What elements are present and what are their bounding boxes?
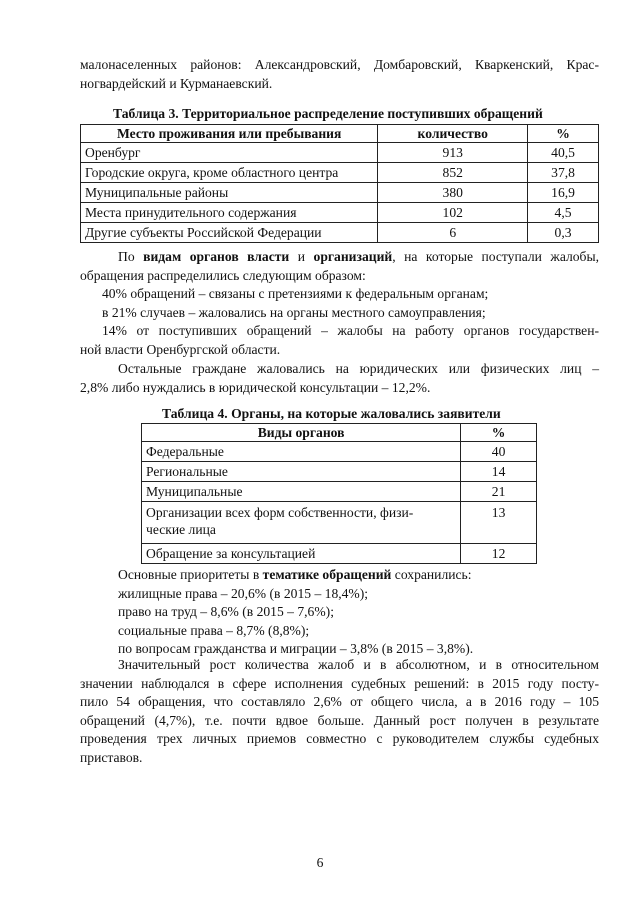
growth-line-4: обращений (4,7%), т.е. почти вдвое больше. Данный рост получен в результате	[80, 712, 599, 728]
table3-cell-percent: 16,9	[528, 183, 599, 203]
intro-line-1: малонаселенных районов: Александровский, Домбаровский, Кваркенский, Крас-	[80, 57, 599, 72]
organs-list	[80, 285, 599, 359]
table4-cell-organ: Обращение за консультацией	[142, 544, 461, 564]
organs-list-item-3-cont: ной власти Оренбургской области.	[80, 341, 281, 357]
growth-paragraph	[80, 656, 599, 767]
table3-cell-place: Места принудительного содержания	[81, 203, 378, 223]
table3-cell-count: 913	[378, 143, 528, 163]
growth-line-3: пило 54 обращения, что составляло 2,6% от общего числа, а в 2016 году – 105	[80, 694, 599, 709]
table-row	[142, 502, 537, 544]
table3-header-count: количество	[378, 125, 528, 143]
table4-cell-organ-line-1: Организации всех форм собственности, физи-	[146, 505, 414, 520]
table4-cell-percent: 13	[461, 502, 537, 544]
priorities-intro	[80, 566, 599, 585]
priorities-text-post: сохранились:	[391, 567, 472, 582]
table4	[141, 423, 537, 564]
organs-bold-2: организаций	[313, 249, 393, 264]
table3-cell-count: 102	[378, 203, 528, 223]
others-line-1: Остальные граждане жаловались на юридических или физических лиц –	[118, 361, 599, 376]
table4-cell-organ: Муниципальные	[142, 482, 461, 502]
table3-cell-place: Оренбург	[81, 143, 378, 163]
table-row	[142, 482, 537, 502]
organs-list-item-3: 14% от поступивших обращений – жалобы на работу органов государствен-	[102, 323, 599, 338]
table3-cell-percent: 40,5	[528, 143, 599, 163]
table3-cell-count: 852	[378, 163, 528, 183]
table4-cell-organ	[142, 502, 461, 544]
organs-bold-1: видам органов власти	[143, 249, 290, 264]
table4-cell-organ: Региональные	[142, 462, 461, 482]
table3-cell-percent: 37,8	[528, 163, 599, 183]
organs-list-item-1: 40% обращений – связаны с претензиями к федеральным органам;	[102, 286, 489, 301]
table4-cell-organ: Федеральные	[142, 442, 461, 462]
table-row	[81, 183, 599, 203]
organs-line-1	[80, 248, 599, 267]
table-row	[142, 442, 537, 462]
priorities-bold: тематике обращений	[262, 567, 392, 582]
table3-cell-percent: 4,5	[528, 203, 599, 223]
intro-line-2: ногвардейский и Курманаевский.	[80, 75, 273, 91]
table3-cell-place: Городские округа, кроме областного центра	[81, 163, 378, 183]
table3-cell-percent: 0,3	[528, 223, 599, 243]
table4-cell-percent: 21	[461, 482, 537, 502]
table4-cell-percent: 40	[461, 442, 537, 462]
table4-cell-percent: 14	[461, 462, 537, 482]
table4-cell-organ-line-2: ческие лица	[146, 522, 216, 537]
page-number: 6	[316, 855, 324, 870]
others-line-2: 2,8% либо нуждались в юридической консультации – 12,2%.	[80, 379, 431, 395]
table3-cell-count: 6	[378, 223, 528, 243]
table-row	[81, 143, 599, 163]
table4-caption: Таблица 4. Органы, на которые жаловались заявители	[162, 406, 501, 421]
growth-line-5: проведения трех личных приемов совместно с руководителем службы судебных	[80, 731, 599, 746]
others-paragraph	[80, 360, 599, 397]
table-row	[142, 462, 537, 482]
table3-header-percent: %	[528, 125, 599, 143]
organs-text-mid: и	[289, 249, 314, 264]
growth-line-2: значении наблюдался в сфере исполнения судебных решений: в 2015 году посту-	[80, 675, 599, 691]
intro-paragraph	[80, 56, 599, 93]
table-row	[81, 203, 599, 223]
organs-line-2: обращения распределились следующим образом:	[80, 267, 366, 283]
table4-header-row	[142, 424, 537, 442]
growth-line-6: приставов.	[80, 749, 143, 765]
table4-cell-percent: 12	[461, 544, 537, 564]
organs-text-pre: По	[118, 249, 144, 264]
growth-line-1: Значительный рост количества жалоб и в абсолютном, и в относительном	[118, 657, 599, 672]
list-item: жилищные права – 20,6% (в 2015 – 18,4%);	[118, 585, 369, 601]
table3	[80, 124, 599, 243]
organs-list-item-2: в 21% случаев – жаловались на органы местного самоуправления;	[102, 304, 486, 320]
table3-cell-place: Другие субъекты Российской Федерации	[81, 223, 378, 243]
table3-cell-place: Муниципальные районы	[81, 183, 378, 203]
priorities-text-pre: Основные приоритеты в	[118, 567, 263, 582]
table-row	[81, 163, 599, 183]
table3-header-row	[81, 125, 599, 143]
priorities-paragraph	[80, 566, 599, 659]
list-item: по вопросам гражданства и миграции – 3,8% (в 2015 – 3,8%).	[118, 641, 474, 656]
organs-paragraph	[80, 248, 599, 285]
table3-caption: Таблица 3. Территориальное распределение поступивших обращений	[113, 106, 543, 121]
list-item: право на труд – 8,6% (в 2015 – 7,6%);	[118, 604, 334, 619]
table3-cell-count: 380	[378, 183, 528, 203]
table4-header-organ: Виды органов	[142, 424, 461, 442]
organs-text-post: , на которые поступали жалобы,	[392, 249, 600, 264]
table3-header-place: Место проживания или пребывания	[81, 125, 378, 143]
table-row	[142, 544, 537, 564]
table-row	[81, 223, 599, 243]
table4-header-percent: %	[461, 424, 537, 442]
list-item: социальные права – 8,7% (8,8%);	[118, 622, 310, 638]
